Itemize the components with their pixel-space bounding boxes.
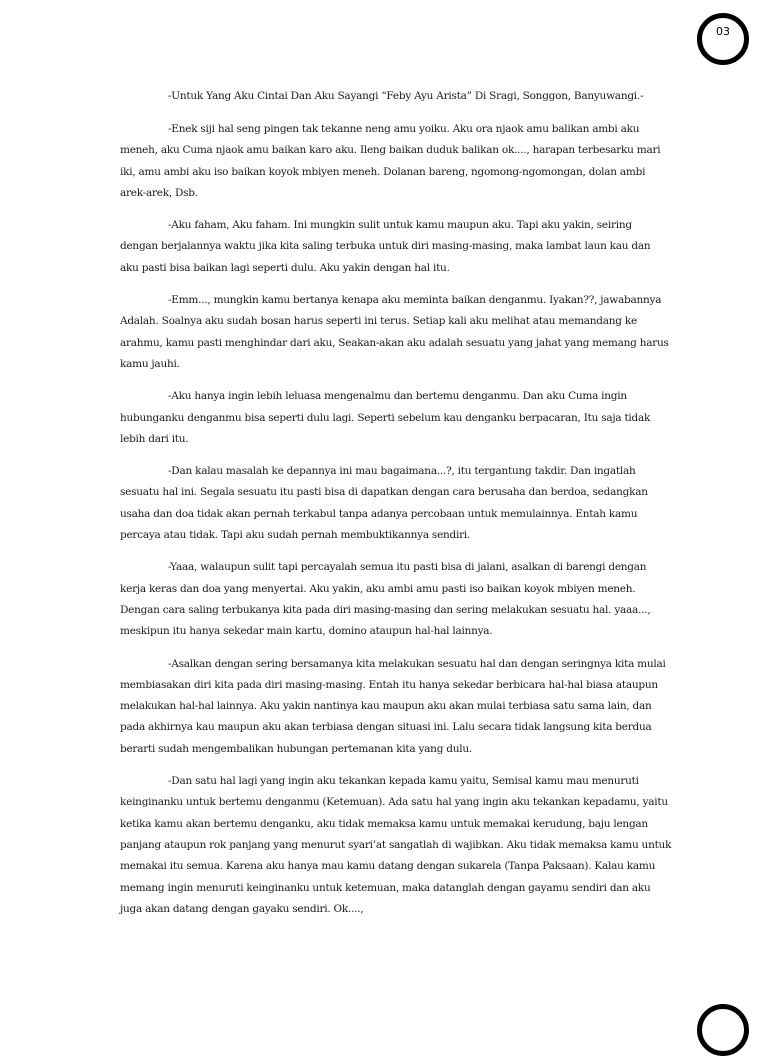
letter-paragraph-3: -Emm..., mungkin kamu bertanya kenapa aku meminta baikan denganmu. Iyakan??, jawabannya Adalah. Soalnya aku sudah bosan harus seperti ini terus. Setiap kali aku melihat atau memandang ke arahmu, kamu pasti menghindar dari aku, Seakan-akan aku adalah sesuatu yang jahat yang memang harus kamu jauhi. [120,294,669,370]
page-number-badge [697,13,749,65]
letter-paragraph-4: -Aku hanya ingin lebih leluasa mengenalmu dan bertemu denganmu. Dan aku Cuma ingin hubunganku denganmu bisa seperti dulu lagi. Seperti sebelum kau denganku berpacaran, Itu saja tidak lebih dari itu. [120,390,651,445]
page-number: 03 [716,25,730,38]
letter-paragraph-6: -Yaaa, walaupun sulit tapi percayalah semua itu pasti bisa di jalani, asalkan di barengi dengan kerja keras dan doa yang menyertai. Aku yakin, aku ambi amu pasti iso baikan koyok mbiyen meneh. Dengan cara saling terbukanya kita pada diri masing-masing dan sering melakukan sesuatu hal. yaaa..., meskipun itu hanya sekedar main kartu, domino ataupun hal-hal lainnya. [120,561,651,638]
letter-body [120,86,672,931]
next-page-badge [697,1004,749,1056]
letter-paragraph-2: -Aku faham, Aku faham. Ini mungkin sulit untuk kamu maupun aku. Tapi aku yakin, seiring dengan berjalannya waktu jika kita saling terbuka untuk diri masing-masing, maka lambat laun kau dan aku pasti bisa baikan lagi seperti dulu. Aku yakin dengan hal itu. [120,219,651,274]
letter-salutation: -Untuk Yang Aku Cintai Dan Aku Sayangi “Feby Ayu Arista” Di Sragi, Songgon, Banyuwangi.- [168,90,644,102]
letter-paragraph-1: -Enek siji hal seng pingen tak tekanne neng amu yoiku. Aku ora njaok amu balikan ambi aku meneh, aku Cuma njaok amu baikan karo aku. Ileng baikan duduk balikan ok...., harapan terbesarku mari iki, amu ambi aku iso baikan koyok mbiyen meneh. Dolanan bareng, ngomong-ngomongan, dolan ambi arek-arek, Dsb. [120,123,661,199]
letter-paragraph-5: -Dan kalau masalah ke depannya ini mau bagaimana...?, itu tergantung takdir. Dan ingatlah sesuatu hal ini. Segala sesuatu itu pasti bisa di dapatkan dengan cara berusaha dan berdoa, sedangkan usaha dan doa tidak akan pernah terkabul tanpa adanya percobaan untuk memulainnya. Entah kamu percaya atau tidak. Tapi aku sudah pernah membuktikannya sendiri. [120,465,648,542]
letter-paragraph-8: -Dan satu hal lagi yang ingin aku tekankan kepada kamu yaitu, Semisal kamu mau menuruti keinginanku untuk bertemu denganmu (Ketemuan). Ada satu hal yang ingin aku tekankan kepadamu, yaitu ketika kamu akan bertemu denganku, aku tidak memaksa kamu untuk memakai kerudung, baju lengan panjang ataupun rok panjang yang menurut syari’at sangatlah di wajibkan. Aku tidak memaksa kamu untuk memakai itu semua. Karena aku hanya mau kamu datang dengan sukarela (Tanpa Paksaan). Kalau kamu memang ingin menuruti keinginanku untuk ketemuan, maka datanglah dengan gayamu sendiri dan aku juga akan datang dengan gayaku sendiri. Ok...., [120,775,672,915]
letter-paragraph-7: -Asalkan dengan sering bersamanya kita melakukan sesuatu hal dan dengan seringnya kita mulai membiasakan diri kita pada diri masing-masing. Entah itu hanya sekedar berbicara hal-hal biasa ataupun melakukan hal-hal lainnya. Aku yakin nantinya kau maupun aku akan mulai terbiasa satu sama lain, dan pada akhirnya kau maupun aku akan terbiasa dengan situasi ini. Lalu secara tidak langsung kita berdua berarti sudah mengembalikan hubungan pertemanan kita yang dulu. [120,657,666,755]
